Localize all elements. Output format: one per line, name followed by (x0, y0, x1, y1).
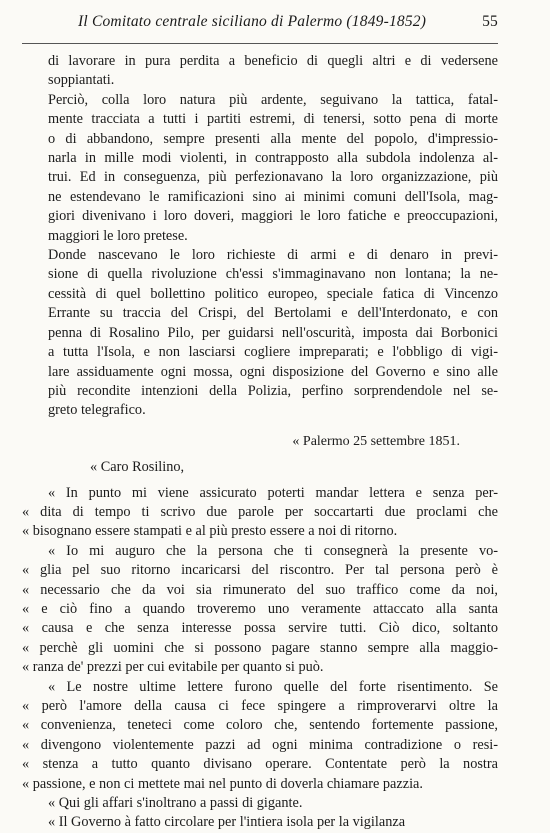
narrative-line: soppiantati. (48, 72, 115, 89)
letter-line: « e ciò fino a quando troveremo uno veramente attaccato alla santa (22, 600, 498, 617)
letter-line: « convenienza, teneteci come coloro che, sentendo fortemente passione, (22, 717, 498, 734)
letter-line: « divengono violentemente pazzi ad ogni minima contradizione o resi- (22, 736, 498, 753)
narrative-line: o di abbandono, sempre presenti alla mente del popolo, d'impressio- (48, 130, 498, 147)
narrative-line: cessità di quel bollettino politico europeo, speciale fatica di Vincenzo (48, 285, 498, 302)
letter-paragraph (22, 678, 498, 794)
narrative-line: trui. Ed in conseguenza, più perfezionavano la loro organizzazione, più (48, 169, 498, 186)
narrative-line: di lavorare in pura perdita a beneficio di quegli altri e di vedersene (48, 53, 498, 69)
narrative-paragraphs (22, 52, 498, 421)
narrative-line: sione di quella rivoluzione ch'essi s'immaginavano non lontana; la ne- (48, 266, 498, 283)
running-title: Il Comitato centrale siciliano di Palermo (1849-1852) (78, 13, 427, 30)
header-rule (22, 43, 498, 44)
narrative-line: maggiori le loro pretese. (48, 227, 188, 244)
running-header (78, 8, 498, 34)
letter-line: « dita di tempo ti scrivo due parole per soccartarti due proclami che (22, 503, 498, 520)
text-body (22, 52, 498, 833)
narrative-line: narla in mille modi violenti, in contrapposto alla subdola indolenza al- (48, 150, 498, 167)
letter-line: « passione, e non ci mettete mai nel punto di doverla chiamare pazzia. (22, 775, 423, 792)
letter-paragraph (22, 484, 498, 542)
letter-line: « Le nostre ultime lettere furono quelle del forte risentimento. Se (48, 678, 498, 695)
narrative-line: Perciò, colla loro natura più ardente, seguivano la tattica, fatal- (48, 91, 498, 108)
letter-paragraph (22, 813, 498, 832)
letter-line: « ranza de' prezzi per cui evitabile per quanto si può. (22, 659, 324, 676)
letter-line: « perchè gli uomini che si possono pagare stanno sempre alla maggio- (22, 639, 498, 656)
letter-dateline: « Palermo 25 settembre 1851. (292, 433, 460, 449)
narrative-line: lare assiduamente ogni mossa, ogni disposizione del Governo e sino alle (48, 363, 498, 380)
narrative-line: penna di Rosalino Pilo, per guidarsi nell'oscurità, imposta dai Borbonici (48, 324, 498, 341)
narrative-line: più recondite intenzioni della Polizia, perfino sorprendendole nel se- (48, 382, 498, 399)
narrative-line: ne estendevano le ramificazioni sino ai minimi comuni dell'Isola, mag- (48, 188, 498, 205)
letter-line: « In punto mi viene assicurato poterti mandar lettera e senza per- (48, 484, 498, 501)
narrative-paragraph (22, 91, 498, 246)
narrative-line: giori divenivano i loro doveri, maggiori le loro fatiche e preoccupazioni, (48, 208, 498, 225)
letter-body (22, 484, 498, 833)
narrative-line: greto telegrafico. (48, 402, 146, 419)
letter-paragraph (22, 794, 498, 813)
narrative-paragraph (22, 246, 498, 421)
narrative-line: a tutta l'Isola, e non lasciarsi cogliere impreparati; e l'obbligo di vigi- (48, 344, 498, 361)
letter-line: « stenza a tutto quanto divisano operare. Contentate però la nostra (22, 756, 498, 773)
narrative-line: Donde nascevano le loro richieste di armi e di denaro in previ- (48, 247, 498, 264)
letter-line: « causa e che senza interesse possa servire tutti. Ciò dico, soltanto (22, 620, 498, 637)
letter-line: « bisognano essere stampati e al più presto essere a noi di ritorno. (22, 523, 398, 540)
narrative-line: mente tracciata a tutti i partiti estremi, di tenersi, sotto pena di morte (48, 111, 498, 128)
narrative-paragraph (22, 52, 498, 91)
page-number: 55 (482, 13, 498, 30)
letter-line: « Il Governo à fatto circolare per l'intiera isola per la vigilanza (48, 814, 406, 831)
letter-paragraph (22, 542, 498, 678)
letter-line: « però l'amore della causa ci fece spingere a rimproverarvi oltre la (22, 698, 498, 714)
letter-line: « Io mi auguro che la persona che ti consegnerà la presente vo- (48, 542, 498, 559)
letter-salutation: « Caro Rosilino, (90, 459, 185, 476)
letter-line: « glia pel suo ritorno incaricarsi del riscontro. Per tal persona però è (22, 562, 498, 579)
letter-line: « Qui gli affari s'inoltrano a passi di gigante. (48, 795, 303, 812)
narrative-line: Errante su traccia del Crispi, del Bertolami e dell'Interdonato, e con (48, 305, 498, 322)
letter-line: « necessario che da voi sia rimunerato del suo traffico come da noi, (22, 581, 498, 598)
